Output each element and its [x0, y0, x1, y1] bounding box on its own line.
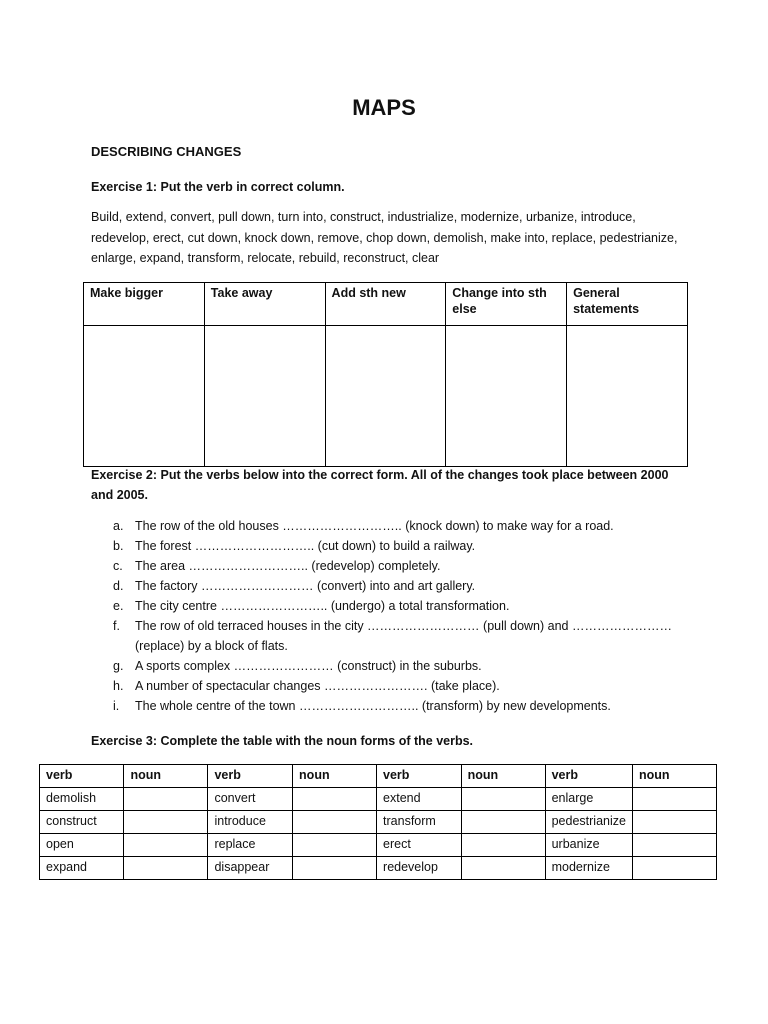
noun-header: noun: [461, 765, 545, 788]
section-heading: DESCRIBING CHANGES: [91, 144, 242, 159]
noun-answer-cell[interactable]: [632, 788, 716, 811]
item-text: The area ……………………….. (redevelop) completely.: [135, 559, 441, 573]
exercise2-heading: Exercise 2: Put the verbs below into the correct form. All of the changes took place between 2000 and 2005.: [91, 468, 669, 502]
exercise1-table: [83, 282, 688, 467]
table-row: [40, 834, 717, 857]
answer-cell[interactable]: [567, 326, 688, 467]
verb-cell: extend: [377, 788, 462, 811]
verb-cell: urbanize: [545, 834, 632, 857]
column-make-bigger: Make bigger: [84, 283, 205, 326]
answer-cell[interactable]: [84, 326, 205, 467]
column-change-into: Change into sth else: [446, 283, 567, 326]
item-marker: f.: [113, 619, 120, 633]
item-text: A number of spectacular changes ……………………. (take place).: [135, 679, 500, 693]
exercise2-item: [91, 676, 691, 696]
answer-cell[interactable]: [446, 326, 567, 467]
exercise1-header-row: [84, 283, 688, 326]
noun-answer-cell[interactable]: [124, 788, 208, 811]
verb-cell: modernize: [545, 857, 632, 880]
exercise2-item: [91, 536, 691, 556]
item-text: The row of the old houses ……………………….. (knock down) to make way for a road.: [135, 519, 614, 533]
noun-answer-cell[interactable]: [293, 811, 377, 834]
verb-cell: enlarge: [545, 788, 632, 811]
verb-cell: erect: [377, 834, 462, 857]
table-row: [40, 788, 717, 811]
item-text: The city centre …………………….. (undergo) a total transformation.: [135, 599, 510, 613]
verb-cell: redevelop: [377, 857, 462, 880]
verb-cell: replace: [208, 834, 293, 857]
verb-cell: convert: [208, 788, 293, 811]
verb-cell: open: [40, 834, 124, 857]
exercise1-word-bank: Build, extend, convert, pull down, turn into, construct, industrialize, modernize, urbanize, introduce, redevelop, erect, cut down, knock down, remove, chop down, demolish, make into, replace, pedestrianize, enlarge, expand, transform, relocate, rebuild, reconstruct, clear: [91, 210, 678, 265]
item-text: The factory ……………………… (convert) into and art gallery.: [135, 579, 476, 593]
exercise2-item: [91, 656, 691, 676]
item-text: A sports complex …………………… (construct) in the suburbs.: [135, 659, 482, 673]
item-marker: c.: [113, 559, 123, 573]
exercise2-item: [91, 696, 691, 716]
noun-answer-cell[interactable]: [293, 857, 377, 880]
verb-cell: pedestrianize: [545, 811, 632, 834]
noun-answer-cell[interactable]: [124, 834, 208, 857]
verb-cell: demolish: [40, 788, 124, 811]
item-text: The forest ……………………….. (cut down) to build a railway.: [135, 539, 476, 553]
column-take-away: Take away: [204, 283, 325, 326]
table-row: [40, 857, 717, 880]
verb-header: verb: [377, 765, 462, 788]
item-marker: d.: [113, 579, 124, 593]
noun-answer-cell[interactable]: [293, 834, 377, 857]
verb-cell: expand: [40, 857, 124, 880]
item-marker: e.: [113, 599, 124, 613]
exercise3-table: [39, 764, 717, 880]
verb-header: verb: [545, 765, 632, 788]
page-title: MAPS: [352, 95, 416, 120]
exercise3-heading: Exercise 3: Complete the table with the noun forms of the verbs.: [91, 734, 474, 748]
noun-header: noun: [124, 765, 208, 788]
item-text: The row of old terraced houses in the city ……………………… (pull down) and …………………… (replace) by a block of flats.: [135, 619, 672, 653]
noun-header: noun: [293, 765, 377, 788]
exercise2-item: [91, 616, 691, 656]
exercise2-list: [91, 516, 691, 716]
answer-cell[interactable]: [325, 326, 446, 467]
table-row: [40, 811, 717, 834]
answer-cell[interactable]: [204, 326, 325, 467]
verb-cell: construct: [40, 811, 124, 834]
noun-answer-cell[interactable]: [632, 857, 716, 880]
noun-answer-cell[interactable]: [293, 788, 377, 811]
noun-answer-cell[interactable]: [124, 811, 208, 834]
verb-cell: disappear: [208, 857, 293, 880]
exercise2-item: [91, 596, 691, 616]
exercise1-heading: Exercise 1: Put the verb in correct column.: [91, 180, 345, 194]
item-marker: b.: [113, 539, 124, 553]
item-marker: g.: [113, 659, 124, 673]
noun-answer-cell[interactable]: [632, 811, 716, 834]
noun-answer-cell[interactable]: [461, 834, 545, 857]
column-general-statements: General statements: [567, 283, 688, 326]
column-add-new: Add sth new: [325, 283, 446, 326]
exercise3-header-row: [40, 765, 717, 788]
verb-header: verb: [208, 765, 293, 788]
item-text: The whole centre of the town ……………………….. (transform) by new developments.: [135, 699, 611, 713]
exercise2-item: [91, 576, 691, 596]
item-marker: i.: [113, 699, 120, 713]
exercise2-item: [91, 556, 691, 576]
item-marker: h.: [113, 679, 124, 693]
noun-answer-cell[interactable]: [124, 857, 208, 880]
verb-header: verb: [40, 765, 124, 788]
verb-cell: introduce: [208, 811, 293, 834]
noun-answer-cell[interactable]: [461, 811, 545, 834]
exercise1-answer-row: [84, 326, 688, 467]
noun-answer-cell[interactable]: [461, 788, 545, 811]
noun-header: noun: [632, 765, 716, 788]
verb-cell: transform: [377, 811, 462, 834]
noun-answer-cell[interactable]: [632, 834, 716, 857]
exercise2-item: [91, 516, 691, 536]
item-marker: a.: [113, 519, 124, 533]
noun-answer-cell[interactable]: [461, 857, 545, 880]
